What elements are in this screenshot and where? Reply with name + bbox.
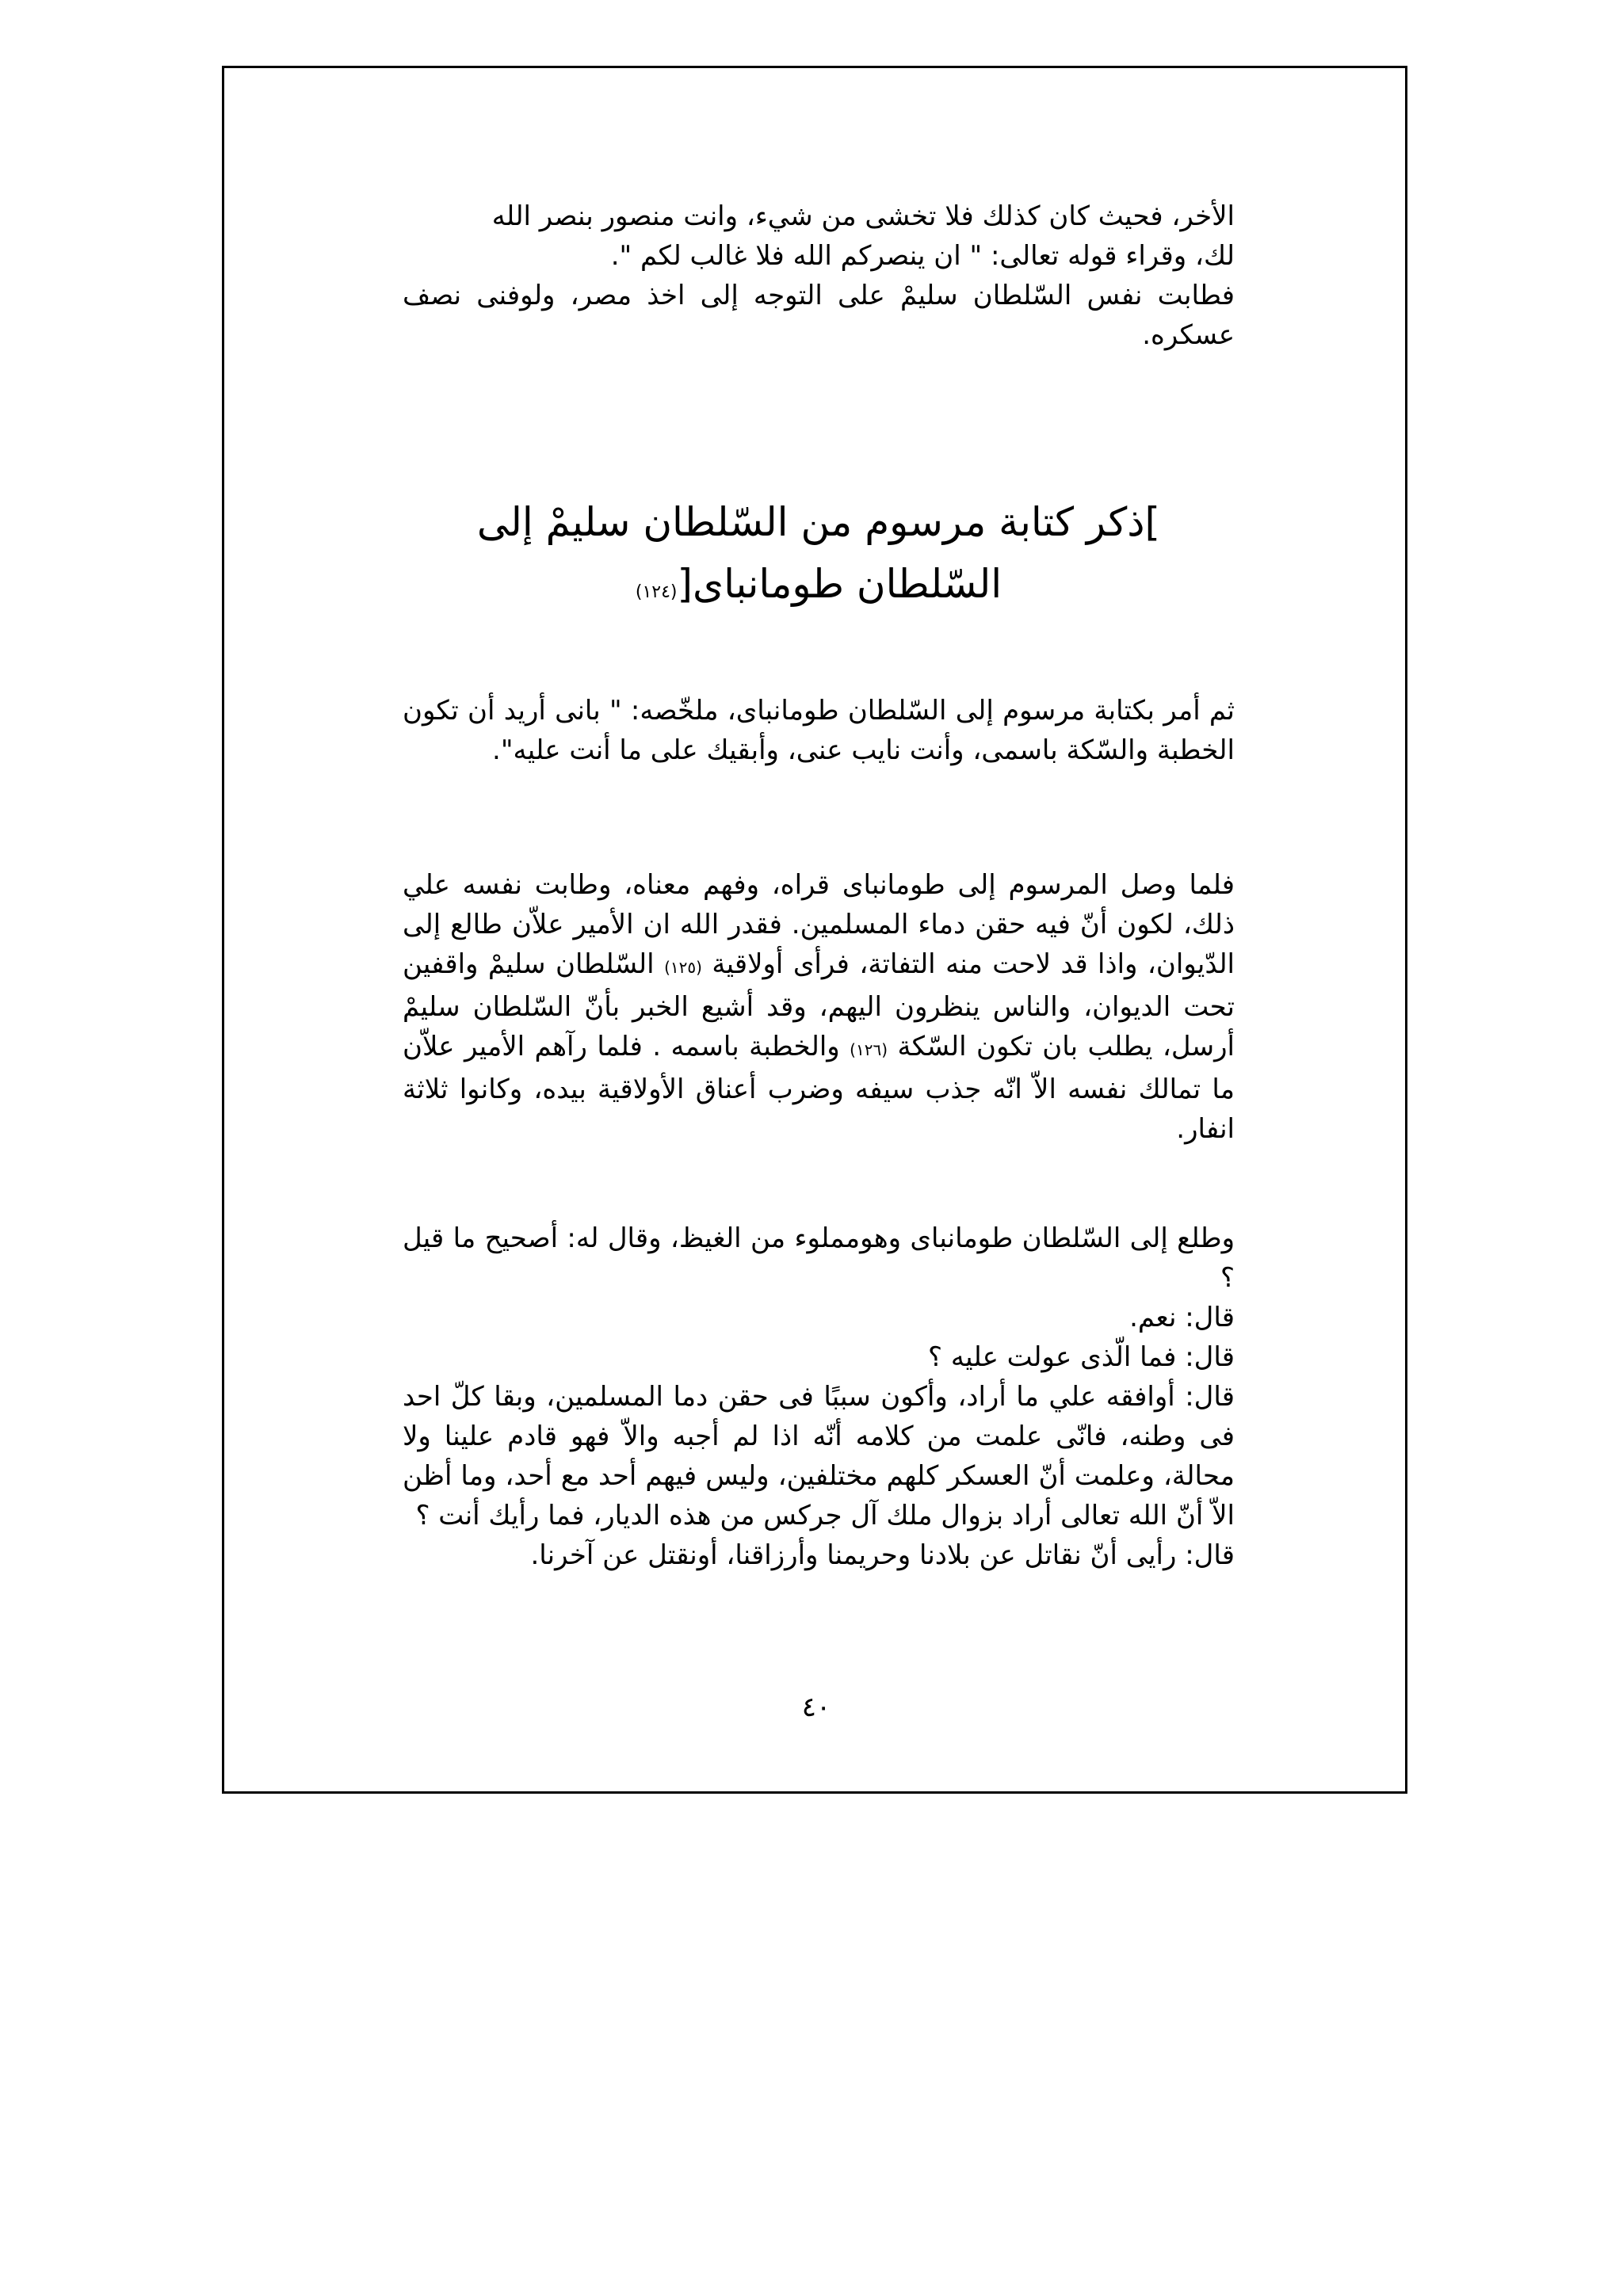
paragraph-1-line-1: الأخر، فحيث كان كذلك فلا تخشى من شيء، وانت منصور بنصر الله [491, 200, 1235, 232]
dialogue-line-2: قال: نعم. [1129, 1302, 1235, 1333]
section-heading-line-2 [403, 553, 1235, 624]
footnote-marker-126: (١٢٦) [850, 1040, 888, 1059]
section-heading [403, 491, 1235, 624]
paragraph-3-part-1: فلما وصل المرسوم إلى طومانباى قراه، وفهم معناه، وطابت نفسه علي ذلك، لكون أنّ فيه حقن دماء المسلمين. فقدر الله ان الأمير علاّن طالع إلى الدّيوان، واذا قد لاحت منه التفاتة، فرأى أولاقية [403, 869, 1235, 980]
paragraph-2 [403, 691, 1235, 770]
paragraph-3-part-2: السّلطان سليمْ واقفين تحت الديوان، والناس ينظرون اليهم، وقد أشيع الخبر بأنّ السّلطان سليمْ أرسل، يطلب بان تكون السّكة [403, 948, 1235, 1062]
paragraph-3-part-3: والخطبة باسمه . فلما رآهم الأمير علاّن ما تمالك نفسه الاّ انّه جذب سيفه وضرب أعناق الأولاقية بيده، وكانوا ثلاثة انفار. [403, 1031, 1235, 1145]
section-heading-line-2-text: السّلطان طومانباى[ [677, 561, 1002, 607]
paragraph-1-line-3: فطابت نفس السّلطان سليمْ على التوجه إلى اخذ مصر، ولوفنى نصف عسكره. [403, 280, 1235, 351]
paragraph-3-text [403, 865, 1235, 1149]
dialogue-line-1: وطلع إلى السّلطان طومانباى وهومملوء من الغيظ، وقال له: أصحيح ما قيل ؟ [403, 1222, 1235, 1294]
section-heading-line-1: ]ذكر كتابة مرسوم من السّلطان سليمْ إلى [476, 499, 1161, 545]
dialogue-line-3: قال: فما الّذى عولت عليه ؟ [927, 1341, 1235, 1373]
paragraph-4 [403, 1219, 1235, 1575]
paragraph-1 [403, 196, 1235, 355]
dialogue-line-4: قال: أوافقه علي ما أراد، وأكون سببًا فى حقن دما المسلمين، وبقا كلّ احد فى وطنه، فانّى علمت من كلامه أنّه اذا لم أجبه والاّ فهو قادم علينا ولا محالة، وعلمت أنّ العسكر كلهم مختلفين، وليس فيهم أحد مع أحد، وما أظن الاّ أنّ الله تعالى أراد بزوال ملك آل جركس من هذه الديار، فما رأيك أنت ؟ [403, 1381, 1235, 1531]
page-number: ٤٠ [801, 1691, 831, 1723]
footnote-marker-125: (١٢٥) [664, 958, 702, 977]
paragraph-3 [403, 865, 1235, 1149]
dialogue-line-5: قال: رأيى أنّ نقاتل عن بلادنا وحريمنا وأرزاقنا، أونقتل عن آخرنا. [530, 1539, 1235, 1571]
footnote-marker-124: (١٢٤) [635, 582, 678, 602]
paragraph-1-line-2: لك، وقراء قوله تعالى: " ان ينصركم الله فلا غالب لكم ". [610, 240, 1235, 272]
paragraph-2-text: ثم أمر بكتابة مرسوم إلى السّلطان طومانباى، ملخّصه: " بانى أريد أن تكون الخطبة والسّكة باسمى، وأنت نايب عنى، وأبقيك على ما أنت عليه". [403, 695, 1235, 766]
